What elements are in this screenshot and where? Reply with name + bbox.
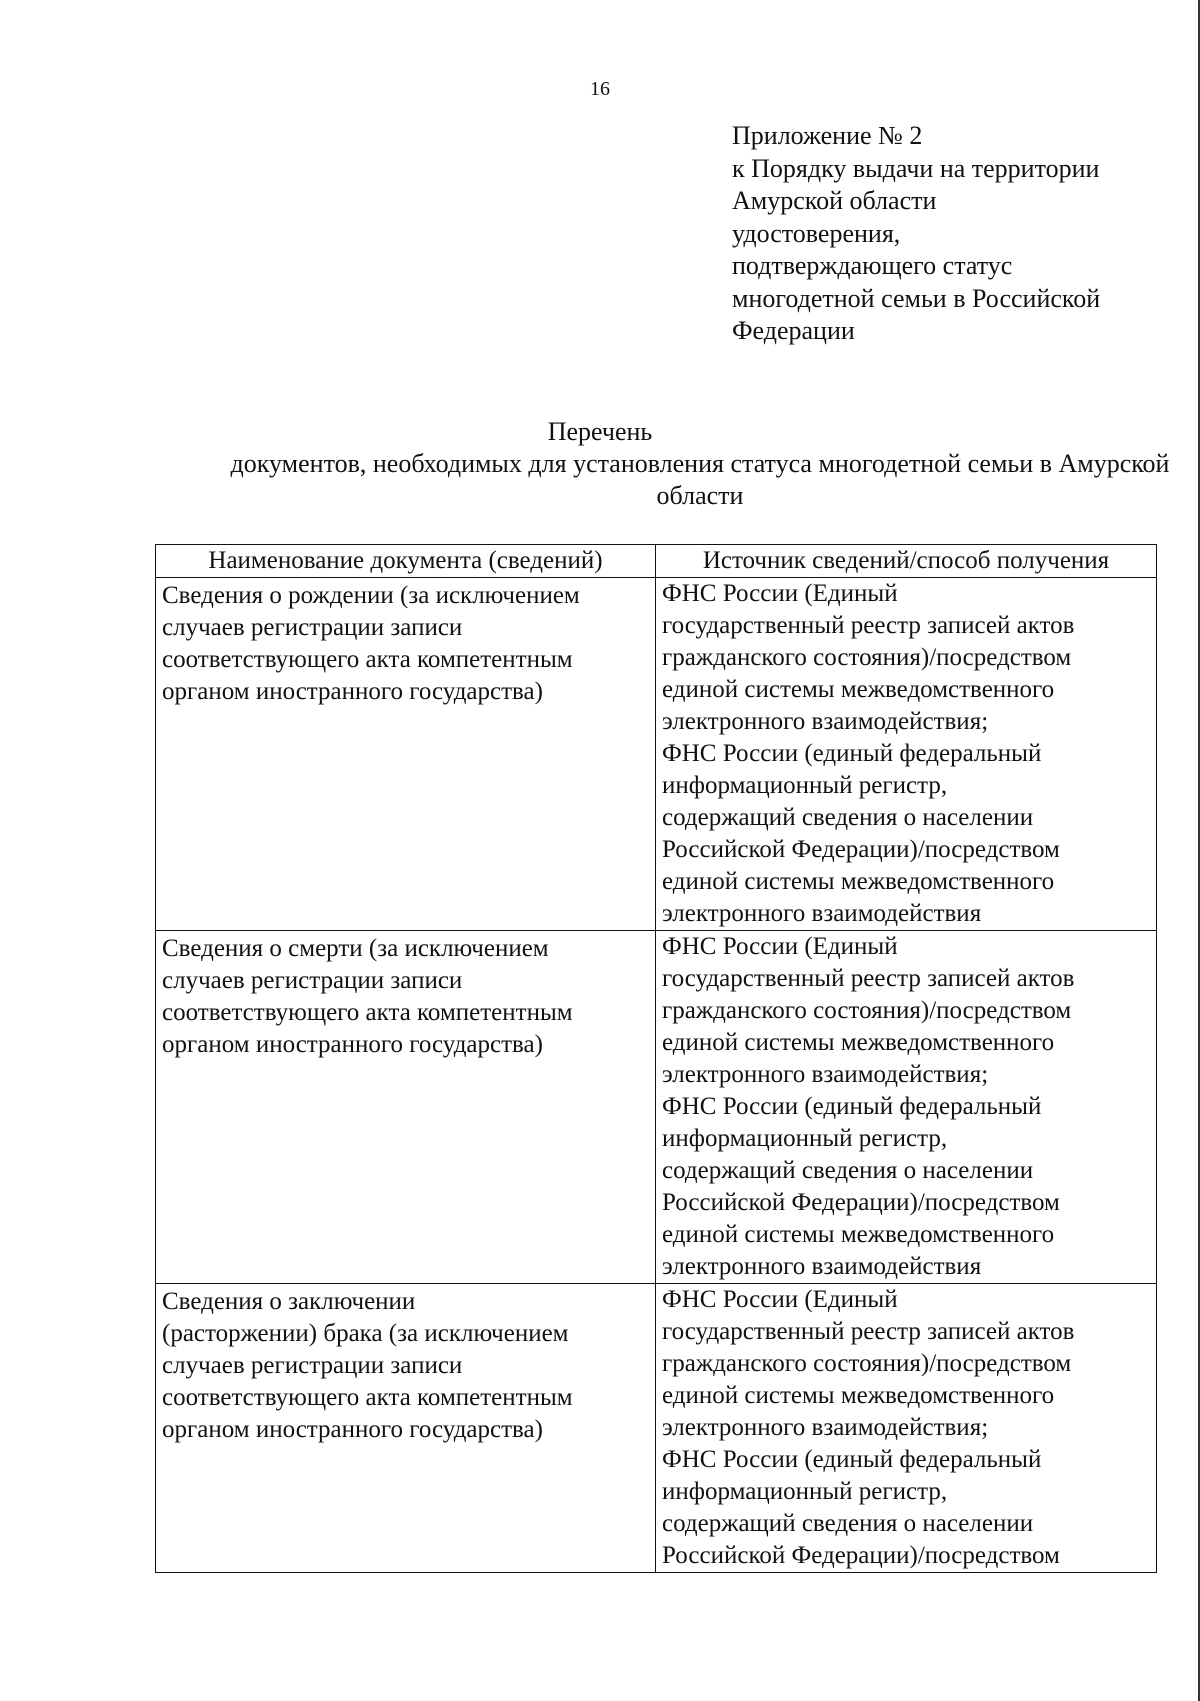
- cell-document: [156, 578, 656, 931]
- document-line: органом иностранного государства): [162, 1416, 543, 1443]
- document-line: случаев регистрации записи: [162, 1352, 463, 1379]
- source-line: государственный реестр записей актов: [662, 612, 1075, 639]
- appendix-line: к Порядку выдачи на территории: [732, 153, 1100, 183]
- source-line: гражданского состояния)/посредством: [662, 1350, 1072, 1377]
- table-row: [156, 1284, 1157, 1573]
- page-number: 16: [590, 78, 610, 100]
- document-line: соответствующего акта компетентным: [162, 1384, 573, 1411]
- cell-source: [656, 578, 1157, 931]
- source-line: содержащий сведения о населении: [662, 1510, 1034, 1537]
- table-row: [156, 931, 1157, 1284]
- source-line: единой системы межведомственного: [662, 676, 1055, 703]
- column-header-source: Источник сведений/способ получения: [656, 545, 1157, 578]
- appendix-line: Амурской области: [732, 186, 937, 215]
- source-line: электронного взаимодействия: [662, 1253, 982, 1280]
- appendix-line: подтверждающего статус: [732, 251, 1013, 280]
- appendix-line: удостоверения,: [732, 218, 901, 248]
- source-line: содержащий сведения о населении: [662, 1157, 1034, 1184]
- source-line: гражданского состояния)/посредством: [662, 997, 1072, 1024]
- source-line: ФНС России (единый федеральный: [662, 1093, 1042, 1120]
- document-line: органом иностранного государства): [162, 1031, 543, 1058]
- source-line: ФНС России (Единый: [662, 1286, 898, 1313]
- column-header-document: Наименование документа (сведений): [156, 545, 656, 578]
- source-line: электронного взаимодействия;: [662, 1061, 989, 1088]
- source-line: информационный регистр,: [662, 1478, 948, 1505]
- document-line: органом иностранного государства): [162, 678, 543, 705]
- source-line: гражданского состояния)/посредством: [662, 644, 1072, 671]
- appendix-block: [732, 120, 1152, 348]
- title-subtitle: документов, необходимых для установления статуса многодетной семьи в Амурской области: [230, 449, 1170, 510]
- cell-document: [156, 931, 656, 1284]
- document-line: случаев регистрации записи: [162, 967, 463, 994]
- source-line: единой системы межведомственного: [662, 1221, 1055, 1248]
- source-line: ФНС России (единый федеральный: [662, 1446, 1042, 1473]
- source-line: единой системы межведомственного: [662, 1029, 1055, 1056]
- document-line: Сведения о смерти (за исключением: [162, 935, 549, 962]
- source-line: Российской Федерации)/посредством: [662, 836, 1060, 863]
- source-line: ФНС России (единый федеральный: [662, 740, 1042, 767]
- cell-document: [156, 1284, 656, 1573]
- document-line: Сведения о рождении (за исключением: [162, 582, 580, 609]
- appendix-line: Федерации: [732, 316, 855, 345]
- source-line: информационный регистр,: [662, 1125, 948, 1152]
- source-line: электронного взаимодействия;: [662, 1414, 989, 1441]
- cell-source: [656, 1284, 1157, 1573]
- source-line: единой системы межведомственного: [662, 868, 1055, 895]
- cell-source: [656, 931, 1157, 1284]
- source-line: государственный реестр записей актов: [662, 965, 1075, 992]
- source-line: государственный реестр записей актов: [662, 1318, 1075, 1345]
- document-title: [0, 416, 1200, 512]
- source-line: электронного взаимодействия: [662, 900, 982, 927]
- document-line: (расторжении) брака (за исключением: [162, 1320, 569, 1347]
- title-heading: Перечень: [547, 417, 653, 446]
- table-body: [156, 578, 1157, 1573]
- source-line: ФНС России (Единый: [662, 580, 898, 607]
- document-line: случаев регистрации записи: [162, 614, 463, 641]
- source-line: Российской Федерации)/посредством: [662, 1189, 1060, 1216]
- table-header-row: [156, 545, 1157, 578]
- source-line: единой системы межведомственного: [662, 1382, 1055, 1409]
- documents-table: [155, 544, 1157, 1573]
- document-line: соответствующего акта компетентным: [162, 646, 573, 673]
- table-row: [156, 578, 1157, 931]
- source-line: ФНС России (Единый: [662, 933, 898, 960]
- source-line: содержащий сведения о населении: [662, 804, 1034, 831]
- appendix-line: Приложение № 2: [732, 121, 923, 150]
- source-line: информационный регистр,: [662, 772, 948, 799]
- document-line: соответствующего акта компетентным: [162, 999, 573, 1026]
- appendix-line: многодетной семьи в Российской: [732, 283, 1101, 313]
- document-line: Сведения о заключении: [162, 1288, 416, 1315]
- source-line: электронного взаимодействия;: [662, 708, 989, 735]
- source-line: Российской Федерации)/посредством: [662, 1542, 1060, 1569]
